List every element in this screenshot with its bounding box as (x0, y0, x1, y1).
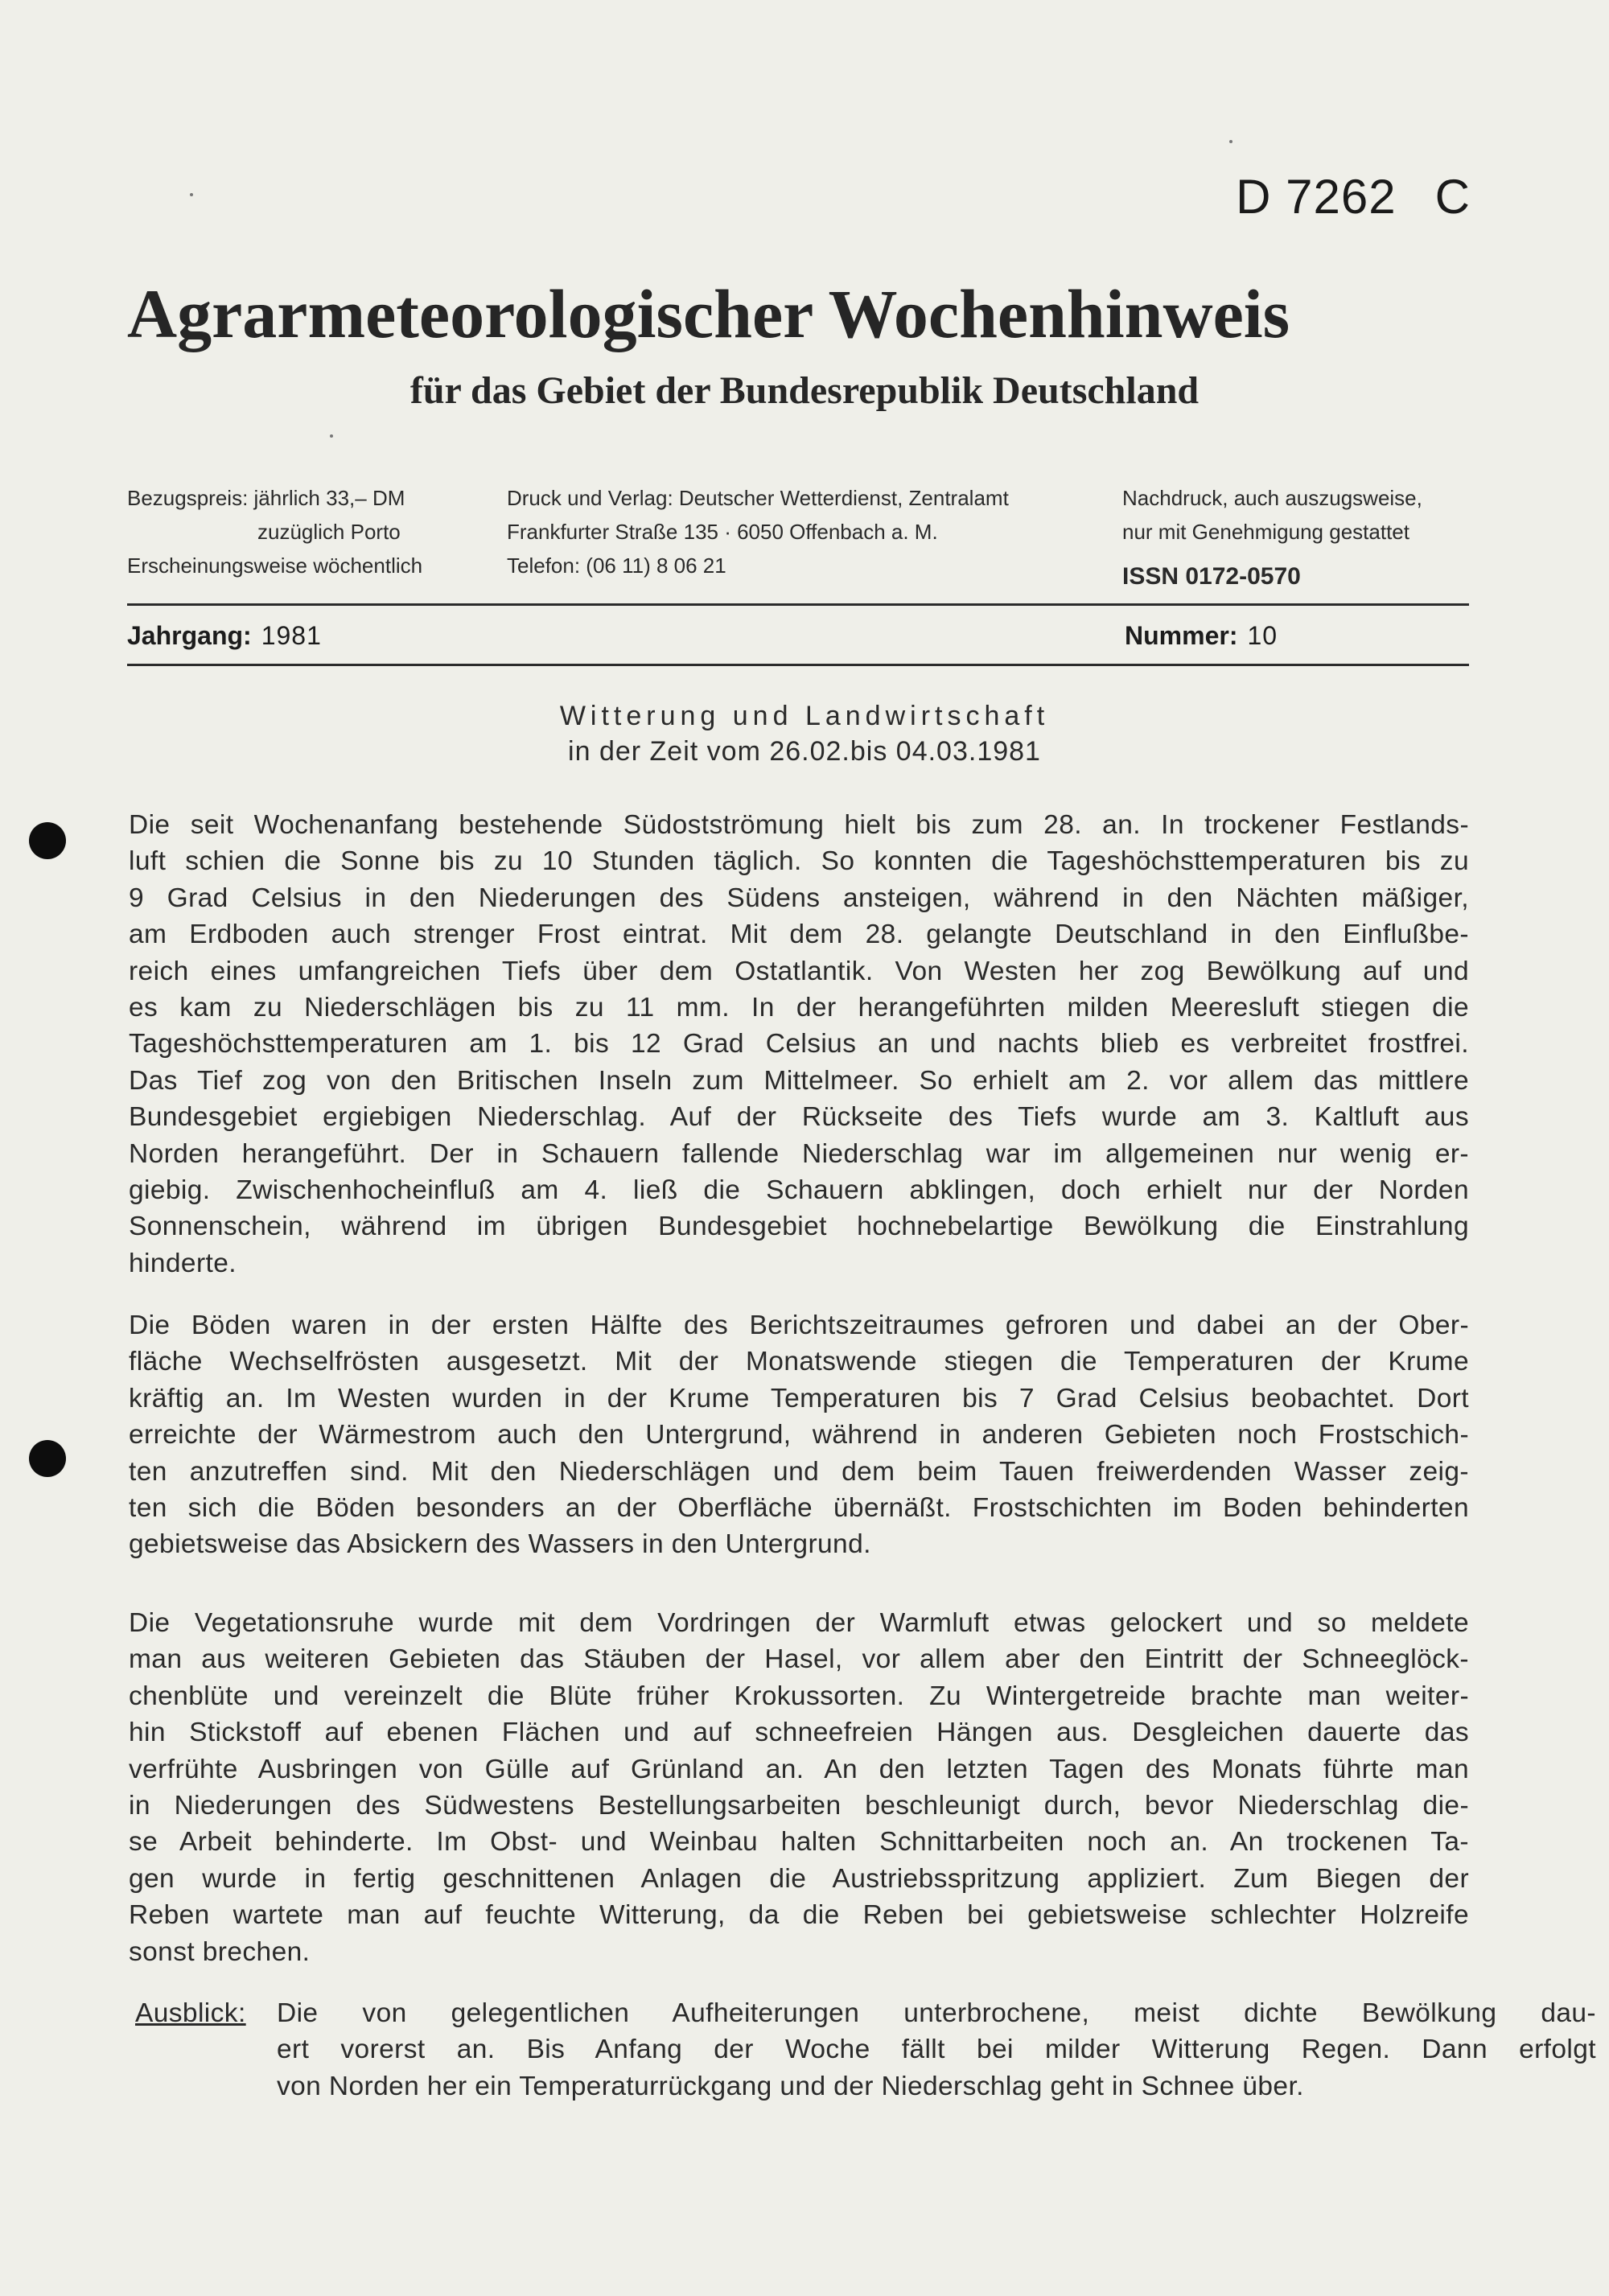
number-label: Nummer: (1125, 621, 1238, 650)
divider-top (127, 603, 1469, 606)
text-line: hinderte. (129, 1248, 237, 1278)
punch-hole (29, 822, 66, 859)
text-line: reich eines umfangreichen Tiefs über dem Ostatlantik. Von Westen her zog Bewölkung auf und (129, 956, 1469, 986)
text-line: gen wurde in fertig geschnittenen Anlagen die Austriebsspritzung appliziert. Zum Biegen der (129, 1863, 1469, 1894)
volume-info (127, 621, 322, 651)
text-line: es kam zu Niederschlägen bis zu 11 mm. In der herangeführten milden Meeresluft stiegen die (129, 993, 1469, 1023)
text-line: gebietsweise das Absickern des Wassers in den Untergrund. (129, 1529, 871, 1560)
text-line: Die von gelegentlichen Aufheiterungen unterbrochene, meist dichte Bewölkung dau- (277, 1998, 1596, 2028)
text-line: ten sich die Böden besonders an der Oberfläche übernäßt. Frostschichten im Boden behinderten (129, 1493, 1469, 1524)
text-line: Das Tief zog von den Britischen Inseln zum Mittelmeer. So erhielt am 2. vor allem das mittlere (129, 1065, 1469, 1096)
divider-bottom (127, 664, 1469, 666)
issn: ISSN 0172-0570 (1122, 563, 1301, 590)
text-line: sonst brechen. (129, 1936, 311, 1967)
text-line: verfrühte Ausbringen von Gülle auf Grünland an. An den letzten Tagen des Monats führte man (129, 1754, 1469, 1784)
text-line: erreichte der Wärmestrom auch den Untergrund, während in anderen Gebieten noch Frostschich- (129, 1420, 1469, 1450)
text-line: man aus weiteren Gebieten das Stäuben der Hasel, vor allem aber den Eintritt der Schneeglöck- (129, 1644, 1469, 1675)
frequency-text: Erscheinungsweise wöchentlich (127, 553, 423, 578)
text-line: hin Stickstoff auf ebenen Flächen und auf schneefreien Hängen aus. Desgleichen dauerte das (129, 1718, 1469, 1748)
year-label: Jahrgang: (127, 621, 252, 650)
text-line: se Arbeit behinderte. Im Obst- und Weinbau halten Schnittarbeiten noch an. An trockenen Ta- (129, 1827, 1469, 1858)
text-line: fläche Wechselfrösten ausgesetzt. Mit der Monatswende stiegen die Temperaturen der Krume (129, 1347, 1469, 1377)
permission-text: nur mit Genehmigung gestattet (1122, 520, 1409, 544)
text-line: Bundesgebiet ergiebigen Niederschlag. Auf der Rückseite des Tiefs wurde am 3. Kaltluft aus (129, 1102, 1469, 1133)
address-text: Frankfurter Straße 135 · 6050 Offenbach a. M. (507, 520, 938, 544)
document-code (1236, 169, 1471, 224)
text-line: Norden herangeführt. Der in Schauern fallende Niederschlag war im allgemeinen nur wenig er- (129, 1138, 1469, 1169)
section-title (0, 698, 1609, 769)
outlook-text (277, 1995, 1596, 2105)
page-title: Agrarmeteorologischer Wochenhinweis (127, 275, 1290, 352)
punch-hole (29, 1440, 66, 1477)
text-line: Sonnenschein, während im übrigen Bundesgebiet hochnebelartige Bewölkung die Einstrahlung (129, 1212, 1469, 1242)
text-line: Reben wartete man auf feuchte Witterung, da die Reben bei gebietsweise schlechter Holzreife (129, 1900, 1469, 1931)
reprint-text: Nachdruck, auch auszugsweise, (1122, 486, 1422, 510)
paragraph-vegetation (129, 1605, 1469, 1970)
speck (190, 193, 193, 196)
text-line: luft schien die Sonne bis zu 10 Stunden täglich. So konnten die Tageshöchsttemperaturen bis zu (129, 846, 1469, 877)
outlook-label: Ausblick: (135, 1998, 246, 2028)
doc-letter: C (1434, 170, 1471, 224)
text-line: giebig. Zwischenhocheinfluß am 4. ließ die Schauern abklingen, doch erhielt nur der Norden (129, 1175, 1469, 1206)
paragraph-weather (129, 807, 1469, 1282)
text-line: 9 Grad Celsius in den Niederungen des Südens ansteigen, während in den Nächten mäßiger, (129, 883, 1469, 913)
year-value: 1981 (261, 621, 322, 650)
subscription-info (127, 481, 422, 582)
price-text: Bezugspreis: jährlich 33,– DM (127, 486, 405, 510)
text-line: ten anzutreffen sind. Mit den Niederschlägen und dem beim Tauen freiwerdenden Wasser zeig- (129, 1456, 1469, 1487)
text-line: chenblüte und vereinzelt die Blüte früher Krokussorten. Zu Wintergetreide brachte man weiter- (129, 1681, 1469, 1711)
doc-number: D 7262 (1236, 170, 1397, 224)
text-line: ert vorerst an. Bis Anfang der Woche fällt bei milder Witterung Regen. Dann erfolgt (277, 2035, 1596, 2065)
text-line: am Erdboden auch strenger Frost eintrat. Mit dem 28. gelangte Deutschland in den Einflußbe- (129, 920, 1469, 950)
text-line: Tageshöchsttemperaturen am 1. bis 12 Grad Celsius an und nachts blieb es verbreitet frostfrei. (129, 1029, 1469, 1060)
section-heading: Witterung und Landwirtschaft (559, 701, 1050, 731)
page-subtitle: für das Gebiet der Bundesrepublik Deutschland (409, 369, 1200, 412)
paragraph-soil (129, 1307, 1469, 1563)
text-line: Die Vegetationsruhe wurde mit dem Vordringen der Warmluft etwas gelockert und so meldete (129, 1608, 1469, 1638)
issue-info (1125, 621, 1278, 651)
text-line: von Norden her ein Temperaturrückgang und der Niederschlag geht in Schnee über. (277, 2071, 1304, 2101)
speck (330, 434, 333, 438)
text-line: kräftig an. Im Westen wurden in der Krume Temperaturen bis 7 Grad Celsius beobachtet. Dort (129, 1383, 1469, 1413)
section-period: in der Zeit vom 26.02.bis 04.03.1981 (568, 736, 1041, 767)
speck (1229, 140, 1232, 143)
text-line: Die seit Wochenanfang bestehende Südostströmung hielt bis zum 28. an. In trockener Festlands- (129, 810, 1469, 840)
phone-text: Telefon: (06 11) 8 06 21 (507, 553, 726, 578)
publisher-info (507, 481, 1009, 582)
copyright-info (1122, 481, 1422, 594)
text-line: in Niederungen des Südwestens Bestellungsarbeiten beschleunigt durch, bevor Niederschlag die- (129, 1791, 1469, 1821)
text-line: Die Böden waren in der ersten Hälfte des Berichtszeitraumes gefroren und dabei an der Ober- (129, 1311, 1469, 1340)
publisher-text: Druck und Verlag: Deutscher Wetterdienst, Zentralamt (507, 486, 1009, 510)
number-value: 10 (1247, 621, 1278, 650)
postage-text: zuzüglich Porto (257, 520, 401, 544)
